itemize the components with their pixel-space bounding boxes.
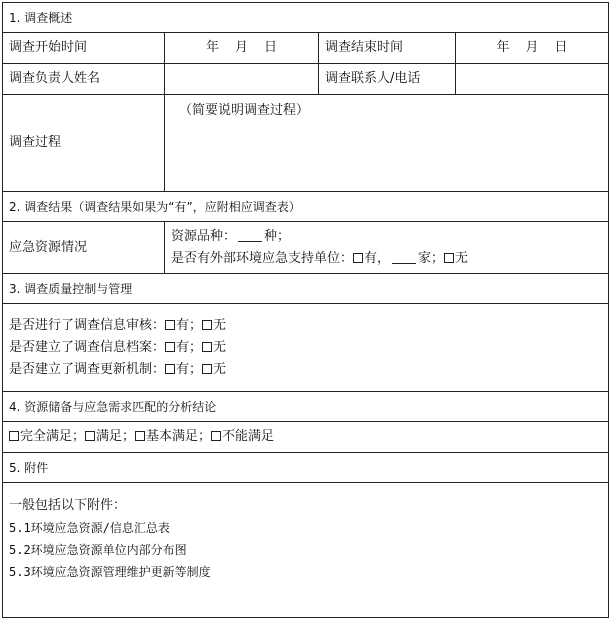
conclusion-field — [3, 422, 609, 453]
form-table — [2, 2, 609, 618]
leader-field[interactable] — [165, 64, 319, 95]
quality-no-checkbox[interactable] — [202, 342, 212, 352]
support-unit-question: 是否有外部环境应急支持单位： — [171, 250, 354, 266]
quality-no-label: 无 — [213, 361, 227, 377]
quality-yes-checkbox[interactable] — [165, 342, 175, 352]
section-2-header — [3, 192, 609, 222]
quality-no-label: 无 — [213, 339, 227, 355]
section-5-title: 5. 附件 — [3, 453, 609, 483]
time-row — [3, 33, 609, 64]
attachment-item: 5.3环境应急资源管理维护更新等制度 — [9, 565, 211, 579]
end-time-label: 调查结束时间 — [319, 33, 456, 64]
section-4-title: 4. 资源储备与应急需求匹配的分析结论 — [3, 392, 609, 422]
contact-label: 调查联系人/电话 — [319, 64, 456, 95]
end-day-unit: 日 — [554, 40, 568, 55]
attachments-field — [3, 483, 609, 618]
start-time-field[interactable] — [165, 33, 319, 64]
support-no-checkbox[interactable] — [444, 253, 454, 263]
section-5-header — [3, 453, 609, 483]
conclusion-option-label: 不能满足 — [222, 429, 275, 444]
support-yes-label: 有， — [364, 250, 391, 266]
quality-yes-checkbox[interactable] — [165, 364, 175, 374]
conclusion-option-checkbox[interactable] — [9, 431, 19, 441]
attachments-intro: 一般包括以下附件： — [9, 498, 127, 513]
resource-type-prefix: 资源品种： — [171, 228, 237, 244]
attachments-row — [3, 483, 609, 618]
leader-label: 调查负责人姓名 — [3, 64, 165, 95]
conclusion-option-label: 满足； — [96, 429, 136, 444]
start-month-unit: 月 — [234, 40, 248, 55]
resource-row — [3, 222, 609, 274]
section-3-title: 3. 调查质量控制与管理 — [3, 274, 609, 304]
start-day-unit: 日 — [264, 40, 278, 55]
conclusion-option-checkbox[interactable] — [85, 431, 95, 441]
quality-item — [9, 359, 608, 381]
quality-no-checkbox[interactable] — [202, 364, 212, 374]
conclusion-option-checkbox[interactable] — [135, 431, 145, 441]
quality-item — [9, 315, 608, 337]
resource-type-line — [171, 226, 608, 248]
quality-yes-label: 有； — [176, 339, 203, 355]
resource-type-blank[interactable] — [238, 229, 262, 242]
quality-yes-checkbox[interactable] — [165, 320, 175, 330]
attachment-item: 5.2环境应急资源单位内部分布图 — [9, 543, 187, 557]
process-label: 调查过程 — [3, 95, 165, 192]
conclusion-option-checkbox[interactable] — [211, 431, 221, 441]
support-yes-checkbox[interactable] — [353, 253, 363, 263]
support-count-suffix: 家； — [418, 250, 445, 266]
quality-yes-label: 有； — [176, 361, 203, 377]
attachment-item: 5.1环境应急资源/信息汇总表 — [9, 521, 170, 535]
quality-question: 是否建立了调查更新机制： — [9, 361, 166, 377]
resource-type-suffix: 种； — [264, 228, 291, 244]
quality-no-label: 无 — [213, 317, 227, 333]
start-time-label: 调查开始时间 — [3, 33, 165, 64]
people-row — [3, 64, 609, 95]
conclusion-row — [3, 422, 609, 453]
quality-question: 是否进行了调查信息审核： — [9, 317, 166, 333]
contact-field[interactable] — [456, 64, 609, 95]
quality-no-checkbox[interactable] — [202, 320, 212, 330]
end-time-field[interactable] — [456, 33, 609, 64]
process-field[interactable] — [165, 95, 609, 192]
support-unit-line — [171, 248, 608, 270]
quality-question: 是否建立了调查信息档案： — [9, 339, 166, 355]
conclusion-option-label: 完全满足； — [20, 429, 86, 444]
section-1-title: 1. 调查概述 — [3, 3, 609, 33]
resource-field — [165, 222, 609, 274]
end-year-unit: 年 — [496, 40, 510, 55]
process-row — [3, 95, 609, 192]
section-3-header — [3, 274, 609, 304]
support-count-blank[interactable] — [392, 251, 416, 264]
quality-row — [3, 304, 609, 392]
quality-item — [9, 337, 608, 359]
section-2-title: 2. 调查结果（调查结果如果为“有”，应附相应调查表） — [3, 192, 609, 222]
section-1-header — [3, 3, 609, 33]
process-hint: （简要说明调查过程） — [179, 103, 310, 118]
investigation-form — [2, 2, 608, 631]
conclusion-option-label: 基本满足； — [146, 429, 212, 444]
resource-label: 应急资源情况 — [3, 222, 165, 274]
support-no-label: 无 — [455, 250, 469, 266]
end-month-unit: 月 — [525, 40, 539, 55]
quality-field — [3, 304, 609, 392]
quality-yes-label: 有； — [176, 317, 203, 333]
start-year-unit: 年 — [205, 40, 219, 55]
section-4-header — [3, 392, 609, 422]
